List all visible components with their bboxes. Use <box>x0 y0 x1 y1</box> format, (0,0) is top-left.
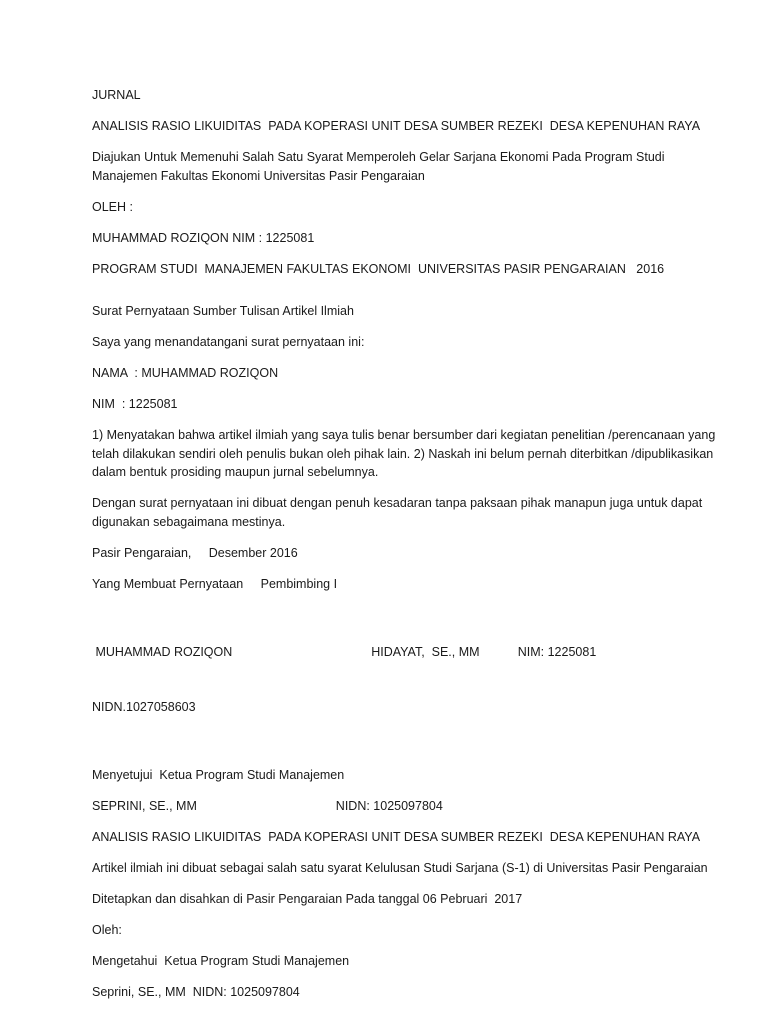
author-line: MUHAMMAD ROZIQON NIM : 1225081 <box>92 230 315 245</box>
statement-place-date: Pasir Pengaraian, Desember 2016 <box>92 545 298 560</box>
statement-heading: Surat Pernyataan Sumber Tulisan Artikel Ilmiah <box>92 304 354 318</box>
submission-purpose: Diajukan Untuk Memenuhi Salah Satu Syarat Memperoleh Gelar Sarjana Ekonomi Pada Program Studi Manajemen Fakultas Ekonomi Universitas Pasir Pengaraian <box>92 150 669 183</box>
institution-line: PROGRAM STUDI MANAJEMEN FAKULTAS EKONOMI UNIVERSITAS PASIR PENGARAIAN 2016 <box>92 261 665 276</box>
signers-header: Yang Membuat Pernyataan Pembimbing I <box>92 576 338 591</box>
document-page <box>92 86 732 1014</box>
statement-nim: NIM : 1225081 <box>92 397 178 411</box>
journal-label: JURNAL <box>92 88 141 102</box>
approval-label: Menyetujui Ketua Program Studi Manajemen <box>92 768 345 782</box>
statement-name: NAMA : MUHAMMAD ROZIQON <box>92 366 279 380</box>
approval-page-purpose: Artikel ilmiah ini dibuat sebagai salah satu syarat Kelulusan Studi Sarjana (S-1) di Universitas Pasir Pengaraian <box>92 861 708 875</box>
approval-signer: SEPRINI, SE., MM NIDN: 1025097804 <box>92 799 443 813</box>
approval-page-title: ANALISIS RASIO LIKUIDITAS PADA KOPERASI UNIT DESA SUMBER REZEKI DESA KEPENUHAN RAYA <box>92 830 701 844</box>
article-title: ANALISIS RASIO LIKUIDITAS PADA KOPERASI UNIT DESA SUMBER REZEKI DESA KEPENUHAN RAYA <box>92 119 701 133</box>
acknowledged-signer: Seprini, SE., MM NIDN: 1025097804 <box>92 985 300 999</box>
statement-closing: Dengan surat pernyataan ini dibuat dengan penuh kesadaran tanpa paksaan pihak manapun juga untuk dapat digunakan sebagaimana mestinya. <box>92 496 706 529</box>
signers-line-2: NIDN.1027058603 <box>92 700 196 714</box>
signers-block <box>92 606 732 754</box>
statement-declaration: 1) Menyatakan bahwa artikel ilmiah yang saya tulis benar bersumber dari kegiatan penelitian /perencanaan yang telah dilakukan sendiri oleh penulis bukan oleh pihak lain. 2) Naskah ini belum pernah diterbitkan /dipublikasikan dalam bentuk prosiding maupun jurnal sebelumnya. <box>92 428 719 479</box>
ratification-line: Ditetapkan dan disahkan di Pasir Pengaraian Pada tanggal 06 Pebruari 2017 <box>92 892 523 906</box>
by-label: OLEH : <box>92 199 133 214</box>
signers-line-1: MUHAMMAD ROZIQON HIDAYAT, SE., MM NIM: 1225081 <box>92 644 597 659</box>
approval-page-by-label: Oleh: <box>92 923 122 937</box>
acknowledged-label: Mengetahui Ketua Program Studi Manajemen <box>92 954 350 968</box>
statement-intro: Saya yang menandatangani surat pernyataan ini: <box>92 335 365 349</box>
